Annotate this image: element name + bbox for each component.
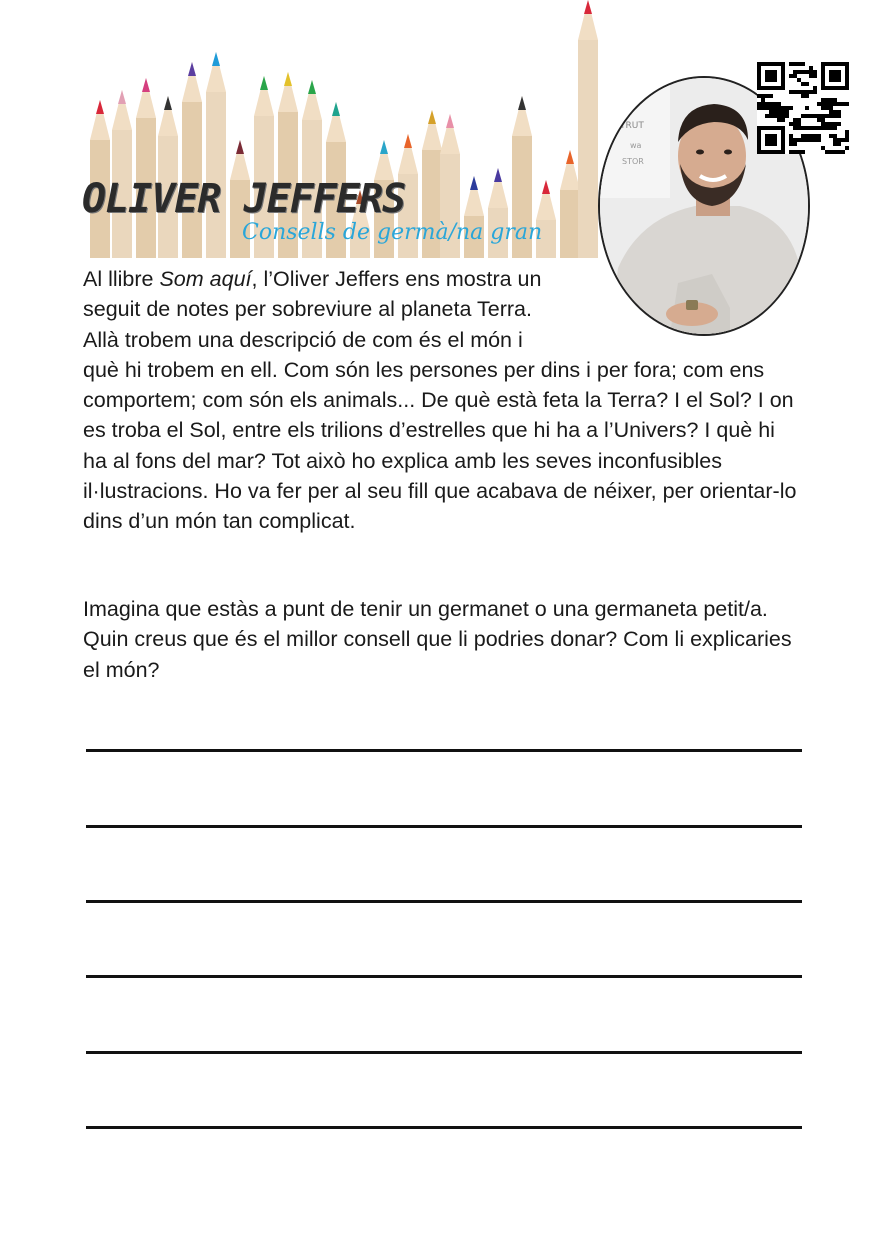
answer-line-1[interactable] [86,749,802,752]
page-subtitle: Consells de germà/na gran [242,220,543,245]
question-paragraph: Imagina que estàs a punt de tenir un germanet o una germaneta petit/a. Quin creus que és el millor consell que li podries donar? Com li explicaries el món? [83,597,792,682]
answer-line-2[interactable] [86,825,802,828]
answer-line-4[interactable] [86,975,802,978]
answer-line-5[interactable] [86,1051,802,1054]
page-title: OLIVER JEFFERS [82,176,406,222]
qr-code-icon [757,62,849,154]
svg-text:TRUT: TRUT [620,121,644,131]
pencil-body [560,190,580,258]
svg-text:wa: wa [630,141,642,150]
answer-line-6[interactable] [86,1126,802,1129]
intro-text-rest: , l’Oliver Jeffers ens mostra un seguit de notes per sobreviure al planeta Terra. Allà trobem una descripció de com és el món i què hi trobem en ell. Com són les persones per dins i per fora; com ens comportem; com són els animals... De què està feta la Terra? I el Sol? I on es troba el Sol, entre els trilions d’estrelles que hi ha a l’Univers? I què hi ha al fons del mar? Tot això ho explica amb les seves inconfusibles il·lustracions. Ho va fer per al seu fill que acabava de néixer, per orientar-lo dins d’un món tan complicat. [83,267,797,534]
pencil-body [578,40,598,258]
svg-text:STOR: STOR [622,157,644,166]
answer-line-3[interactable] [86,900,802,903]
qr-code [757,62,849,154]
portrait-wrap-space [563,264,799,354]
book-title: Som aquí [159,267,252,291]
intro-paragraph [83,264,799,537]
intro-text-start: Al llibre [83,267,160,291]
pencil-body [206,92,226,258]
